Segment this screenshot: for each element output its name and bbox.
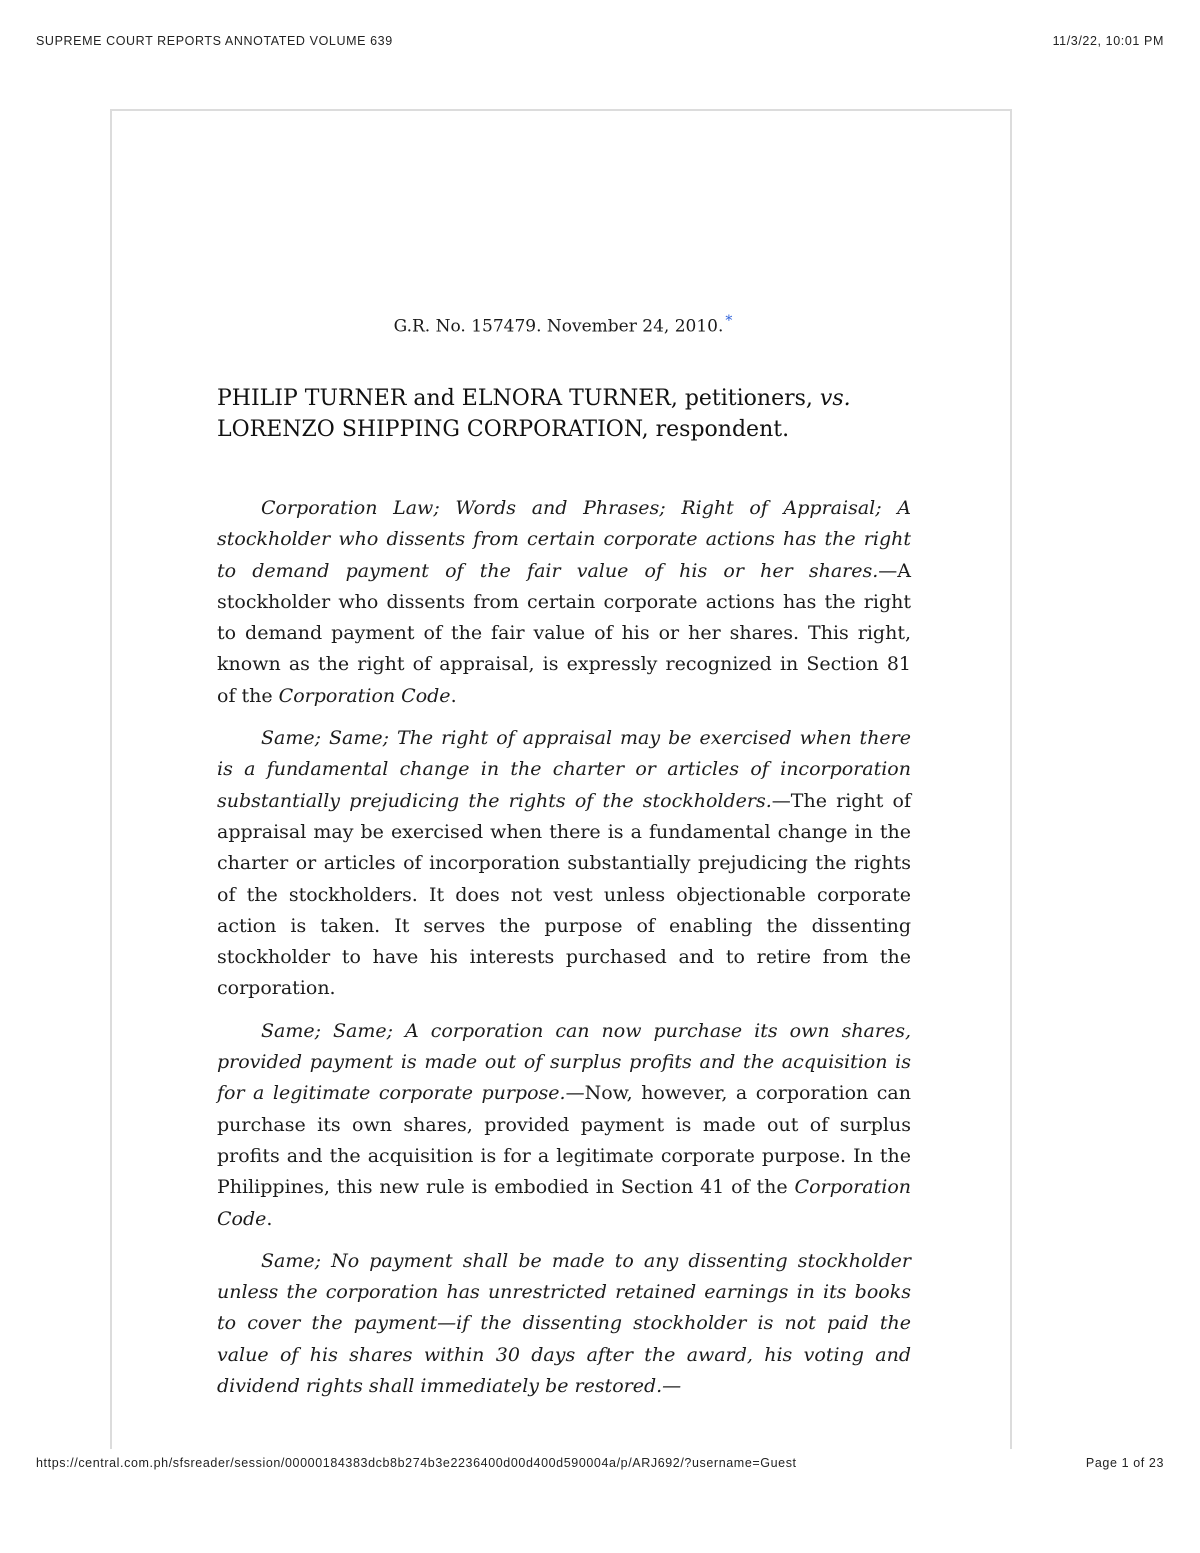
print-footer: [36, 1456, 1164, 1470]
syllabus-paragraph: [217, 1016, 911, 1235]
syllabus: [217, 493, 911, 1413]
syllabus-paragraph: [217, 723, 911, 1005]
syllabus-headnote: Corporation Law; Words and Phrases; Right of Appraisal; A stockholder who dissents from certain corporate actions has the right to demand payment of the fair value of his or her shares.: [217, 497, 911, 582]
syllabus-body-emphasis: Corporation Code: [278, 684, 451, 707]
syllabus-body-emphasis: Corporation Code: [217, 1176, 911, 1230]
syllabus-headnote: Same; No payment shall be made to any dissenting stockholder unless the corporation has unrestricted retained earnings in its books to cover the payment—if the dissenting stockholder is not paid the value of his shares within 30 days after the award, his voting and dividend rights shall immediately be restored.—: [217, 1249, 911, 1398]
page-url: https://central.com.ph/sfsreader/session/00000184383dcb8b274b3e2236400d00d400d590004a/p/ARJ692/?username=Guest: [36, 1456, 797, 1470]
parties-line-2: LORENZO SHIPPING CORPORATION, respondent.: [217, 417, 790, 442]
parties-versus: vs.: [819, 386, 851, 411]
print-header: [36, 34, 1164, 48]
syllabus-body: —Now, however, a corporation can purchase its own shares, provided payment is made out of surplus profits and the acquisition is for a legitimate corporate purpose. In the Philippines, this new rule is embodied in Section 41 of the: [217, 1082, 911, 1199]
syllabus-body-end: .: [450, 684, 457, 707]
footnote-marker-link[interactable]: *: [725, 313, 733, 329]
syllabus-body: —The right of appraisal may be exercised when there is a fundamental change in the charter or articles of incorporation substantially prejudicing the rights of the stockholders. It does not vest unless objectionable corporate action is taken. It serves the purpose of enabling the dissenting stockholder to have his interests purchased and to retire from the corporation.: [217, 789, 911, 1000]
syllabus-headnote: Same; Same; The right of appraisal may be exercised when there is a fundamental change in the charter or articles of incorporation substantially prejudicing the rights of the stockholders.: [217, 727, 911, 812]
print-header-title: SUPREME COURT REPORTS ANNOTATED VOLUME 639: [36, 34, 393, 48]
parties-line-1: PHILIP TURNER and ELNORA TURNER, petitioners,: [217, 386, 820, 411]
print-header-datetime: 11/3/22, 10:01 PM: [1052, 34, 1164, 48]
syllabus-headnote: Same; Same; A corporation can now purchase its own shares, provided payment is made out of surplus profits and the acquisition is for a legitimate corporate purpose.: [217, 1019, 911, 1105]
syllabus-body-end: .: [266, 1207, 273, 1230]
page-number: Page 1 of 23: [1085, 1456, 1164, 1470]
syllabus-paragraph: [217, 493, 911, 712]
case-parties: [217, 383, 911, 445]
syllabus-body: —A stockholder who dissents from certain corporate actions has the right to demand payment of the fair value of his or her shares. This right, known as the right of appraisal, is expressly recognized in Section 81 of the: [217, 559, 911, 707]
case-reference: [112, 313, 1012, 337]
case-reference-text: G.R. No. 157479. November 24, 2010.: [393, 316, 724, 337]
syllabus-paragraph: [217, 1246, 911, 1402]
document-page: [110, 109, 1012, 1449]
